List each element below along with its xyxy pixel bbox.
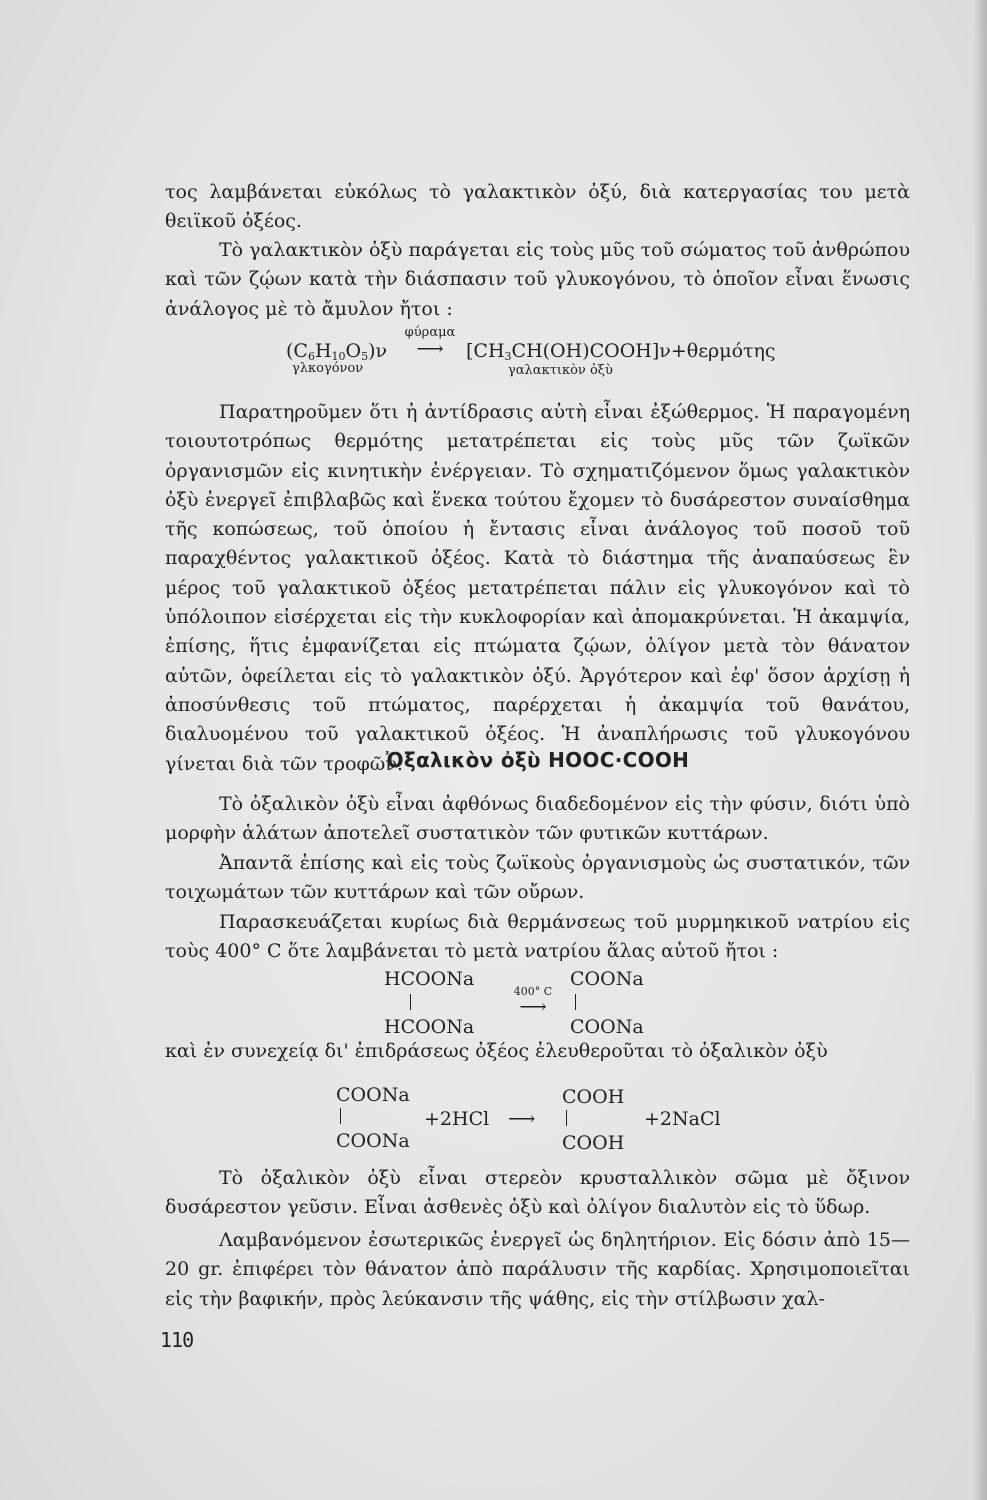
arrow-icon: ⟶ (508, 1108, 536, 1130)
eq3-bottom-left: COONa (336, 1130, 410, 1152)
eq2-top-left: HCOONa (384, 968, 475, 990)
paragraph-6: Παρασκευάζεται κυρίως διὰ θερμάνσεως τοῦ μυρμηκικοῦ νατρίου εἰς τοὺς 400° C ὅτε λαμβάνεται τὸ μετὰ νατρίου ἅλας αὐτοῦ ἤτοι : (165, 911, 910, 963)
paragraph-2: Τὸ γαλακτικὸν ὀξὺ παράγεται εἰς τοὺς μῦς τοῦ σώματος τοῦ ἀνθρώπου καὶ τῶν ζῴων κατὰ τὴν διάσπασιν τοῦ γλυκογόνου, τὸ ὁποῖον εἶναι ἕνωσις ἀνάλογος μὲ τὸ ἄμυλον ἤτοι : (165, 239, 910, 320)
eq1-product: $[CH_3CH(OH)COOH]\nu+\theta\varepsilon\rho\mu ό\tau\eta\varsigma$ (466, 340, 776, 363)
eq2-condition: 400° C (513, 985, 553, 998)
eq3-reagent: +2HCl (424, 1108, 490, 1130)
page-edge-shadow (973, 0, 987, 1500)
eq2-bond-left (410, 994, 411, 1010)
eq2-bottom-right: COONa (570, 1016, 644, 1038)
eq1-reactant-label: γλκογόνον (292, 361, 364, 376)
eq3-byproduct: +2NaCl (644, 1108, 721, 1130)
eq2-bond-right (575, 994, 576, 1010)
eq2-arrow (504, 985, 562, 1018)
paragraph-3: Παρατηροῦμεν ὅτι ἡ ἀντίδρασις αὐτὴ εἶναι ἐξώθερμος. Ἡ παραγομένη τοιουτοτρόπως θερμότης μετατρέπεται εἰς τοὺς μῦς τῶν ζωϊκῶν ὀργανισμῶν εἰς κινητικὴν ἐνέργειαν. Τὸ σχηματιζόμενον ὅμως γαλακτικὸν ὀξὺ ἐνεργεῖ ἐπιβλαβῶς καὶ ἕνεκα τούτου ἔχομεν τὸ δυσάρεστον συναίσθημα τῆς κοπώσεως, τοῦ ὁποίου ἡ ἔντασις εἶναι ἀνάλογος τοῦ ποσοῦ τοῦ παραχθέντος γαλακτικοῦ ὀξέος. Κατὰ τὸ διάστημα τῆς ἀναπαύσεως ἓν μέρος τοῦ γαλακτικοῦ ὀξέος μετατρέπεται πάλιν εἰς γλυκογόνον καὶ τὸ ὑπόλοιπον εἰσέρχεται εἰς τὴν κυκλοφορίαν καὶ ἀπομακρύνεται. Ἡ ἀκαμψία, ἐπίσης, ἥτις ἐμφανίζεται εἰς πτώματα ζῴων, ὀλίγον μετὰ τὸν θάνατον αὐτῶν, ὀφείλεται εἰς τὸ γαλακτικὸν ὀξύ. Ἀργότερον καὶ ἐφ' ὅσον ἀρχίσῃ ἡ ἀποσύνθεσις τοῦ πτώματος, παρέρχεται ἡ ἀκαμψία τοῦ θανάτου, διαλυομένου τοῦ γαλακτικοῦ ὀξέος. Ἡ ἀναπλήρωσις τοῦ γλυκογόνου γίνεται διὰ τῶν τροφῶν. (165, 401, 910, 775)
page-number: 110 (160, 1328, 194, 1352)
arrow-icon: ⟶ (416, 338, 444, 360)
paragraph-8: Τὸ ὀξαλικὸν ὀξὺ εἶναι στερεὸν κρυσταλλικὸν σῶμα μὲ ὄξινον δυσάρεστον γεῦσιν. Εἶναι ἀσθενὲς ὀξὺ καὶ ὀλίγον διαλυτὸν εἰς τὸ ὕδωρ. (165, 1167, 910, 1219)
paragraph-4: Τὸ ὀξαλικὸν ὀξὺ εἶναι ἀφθόνως διαδεδομένον εἰς τὴν φύσιν, διότι ὑπὸ μορφὴν ἁλάτων ἀποτελεῖ συστατικὸν τῶν φυτικῶν κυττάρων. (165, 793, 910, 845)
paragraph-9: Λαμβανόμενον ἐσωτερικῶς ἐνεργεῖ ὡς δηλητήριον. Εἰς δόσιν ἀπὸ 15—20 gr. ἐπιφέρει τὸν θάνατον ἀπὸ παράλυσιν τῆς καρδίας. Χρησιμοποιεῖται εἰς τὴν βαφικήν, πρὸς λεύκανσιν τῆς ψάθης, εἰς τὴν στίλβωσιν χαλ- (165, 1229, 910, 1310)
eq2-bottom-left: HCOONa (384, 1016, 475, 1038)
eq3-top-left: COONa (336, 1084, 410, 1106)
eq2-top-right: COONa (570, 968, 644, 990)
eq3-top-right: COOH (562, 1086, 625, 1108)
eq1-catalyst: φύραμα (404, 325, 456, 340)
paragraph-7: καὶ ἐν συνεχείᾳ δι' ἐπιδράσεως ὀξέος ἐλευθεροῦται τὸ ὀξαλικὸν ὀξὺ (165, 1040, 828, 1062)
paragraph-5: Ἀπαντᾶ ἐπίσης καὶ εἰς τοὺς ζωϊκοὺς ὀργανισμοὺς ὡς συστατικόν, τῶν τοιχωμάτων τῶν κυττάρων καὶ τῶν οὔρων. (165, 852, 910, 904)
eq1-reactant: $(C_6H_{10}O_5)\nu$ (286, 340, 388, 363)
eq1-product-label: γαλακτικὸν ὀξὺ (508, 363, 613, 378)
eq3-bottom-right: COOH (562, 1132, 625, 1154)
eq1-arrow (398, 326, 462, 358)
eq3-bond-right (566, 1110, 567, 1126)
eq3-bond-left (340, 1108, 341, 1124)
section-heading: Ὀξαλικὸν ὀξὺ HOOC·COOH (385, 748, 690, 772)
arrow-icon: ⟶ (519, 996, 547, 1018)
paragraph-1: τος λαμβάνεται εὐκόλως τὸ γαλακτικὸν ὀξύ, διὰ κατεργασίας του μετὰ θειϊκοῦ ὀξέος. (165, 181, 910, 233)
